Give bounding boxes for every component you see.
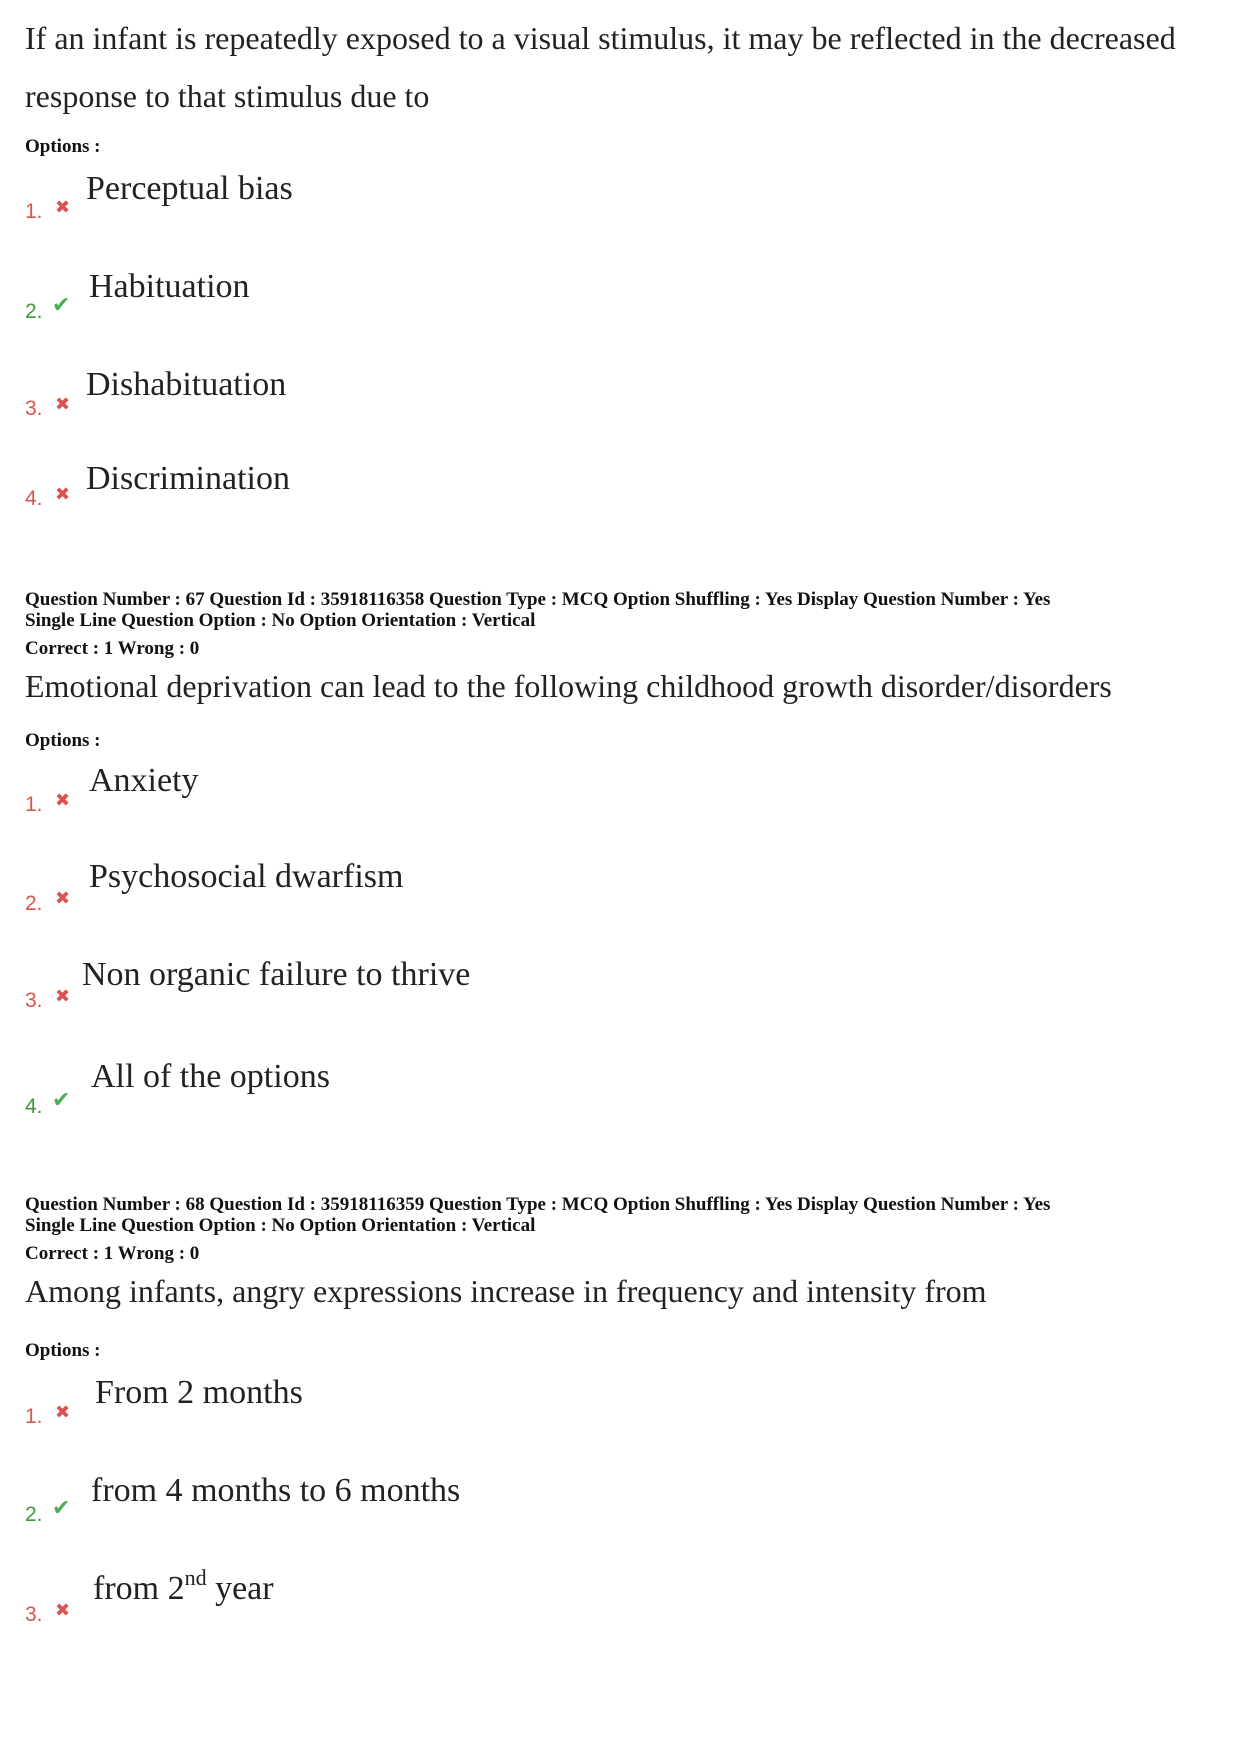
option-text: Psychosocial dwarfism (89, 858, 404, 895)
option-text: Perceptual bias (86, 170, 293, 207)
correct-check-icon: ✔ (52, 1088, 71, 1113)
option-text: Discrimination (86, 460, 290, 497)
question-68-text: Among infants, angry expressions increase in frequency and intensity from (25, 1273, 987, 1309)
option-number: 4. (25, 1095, 43, 1118)
options-label: Options : (25, 730, 101, 751)
question-67-meta-line1: Question Number : 67 Question Id : 35918116358 Question Type : MCQ Option Shuffling : Yes Display Question Number : Yes (25, 589, 1051, 610)
option-number: 2. (25, 1503, 43, 1526)
option-text: from 4 months to 6 months (91, 1472, 461, 1509)
question-67-score: Correct : 1 Wrong : 0 (25, 638, 200, 659)
option-text: Habituation (89, 268, 250, 305)
question-68-meta-line1: Question Number : 68 Question Id : 35918116359 Question Type : MCQ Option Shuffling : Yes Display Question Number : Yes (25, 1194, 1051, 1215)
option-number: 3. (25, 989, 43, 1012)
option-text (93, 1565, 274, 1608)
correct-check-icon: ✔ (52, 1496, 71, 1521)
wrong-mark-icon: ✖ (55, 986, 71, 1007)
option-number: 4. (25, 487, 43, 510)
correct-check-icon: ✔ (52, 293, 71, 318)
option-number: 1. (25, 793, 43, 816)
wrong-mark-icon: ✖ (55, 197, 71, 218)
option-text-tail: year (206, 1570, 274, 1607)
wrong-mark-icon: ✖ (55, 484, 71, 505)
wrong-mark-icon: ✖ (55, 790, 71, 811)
question-68-meta-line2: Single Line Question Option : No Option Orientation : Vertical (25, 1215, 536, 1236)
option-number: 2. (25, 300, 43, 323)
option-text: Non organic failure to thrive (82, 956, 471, 993)
wrong-mark-icon: ✖ (55, 1402, 71, 1423)
option-number: 1. (25, 1405, 43, 1428)
option-text: From 2 months (95, 1374, 303, 1411)
option-text: All of the options (91, 1058, 330, 1095)
ordinal-suffix: nd (184, 1565, 207, 1590)
option-text: Anxiety (89, 762, 199, 799)
question-66-text-line1: If an infant is repeatedly exposed to a visual stimulus, it may be reflected in the decreased (25, 20, 1176, 56)
option-text-main: from 2 (93, 1570, 185, 1607)
wrong-mark-icon: ✖ (55, 888, 71, 909)
wrong-mark-icon: ✖ (55, 1600, 71, 1621)
options-label: Options : (25, 136, 101, 157)
question-67-text: Emotional deprivation can lead to the following childhood growth disorder/disorders (25, 668, 1112, 704)
options-label: Options : (25, 1340, 101, 1361)
question-68-score: Correct : 1 Wrong : 0 (25, 1243, 200, 1264)
wrong-mark-icon: ✖ (55, 394, 71, 415)
option-number: 2. (25, 892, 43, 915)
question-66-text-line2: response to that stimulus due to (25, 78, 430, 114)
option-number: 3. (25, 397, 43, 420)
option-number: 1. (25, 200, 43, 223)
question-67-meta-line2: Single Line Question Option : No Option Orientation : Vertical (25, 610, 536, 631)
option-number: 3. (25, 1603, 43, 1626)
option-text: Dishabituation (86, 366, 287, 403)
